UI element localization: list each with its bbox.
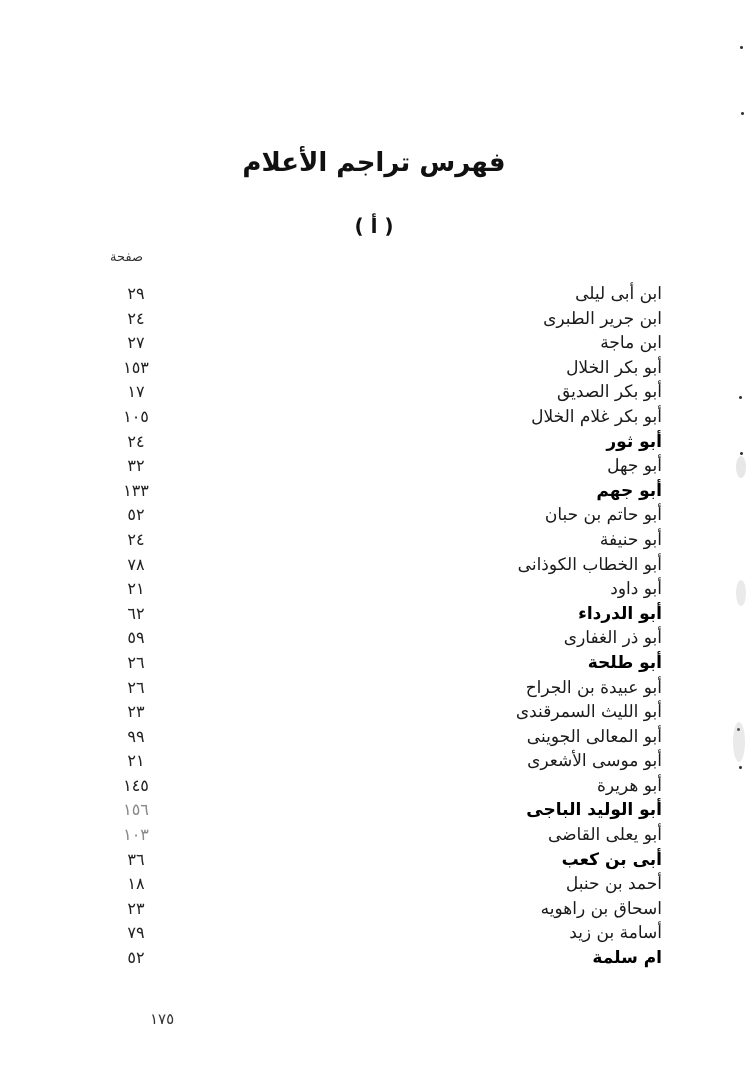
entry-page: ٢٦ [127, 677, 145, 697]
entry-name: أبو طلحة [587, 652, 662, 673]
entry-page: ٥٩ [127, 628, 145, 648]
entry-page: ٧٩ [127, 923, 145, 943]
index-entry [100, 307, 662, 332]
entry-page: ١٨ [127, 874, 145, 894]
scan-speck [736, 456, 746, 478]
index-entry [100, 946, 662, 971]
entry-name: أبو الخطاب الكوذانى [517, 554, 662, 575]
entry-name: أبو بكر الصديق [556, 382, 662, 403]
index-entry [100, 602, 662, 627]
entry-page: ١٤٥ [123, 775, 149, 795]
index-entry [100, 897, 662, 922]
entry-page: ٢٧ [127, 333, 145, 353]
entry-name: أبو بكر الخلال [566, 357, 662, 378]
section-heading: ( أ ) [354, 214, 394, 238]
entry-name: اسحاق بن راهويه [540, 898, 662, 919]
index-entry [100, 331, 662, 356]
entry-page: ٥٢ [127, 948, 145, 968]
entry-name: أسامة بن زيد [569, 923, 662, 944]
index-entry [100, 405, 662, 430]
page-column-label: صفحة [110, 250, 143, 265]
index-entry [100, 651, 662, 676]
entry-page: ٣٦ [127, 849, 145, 869]
entry-name: أحمد بن حنبل [565, 874, 662, 895]
entry-name: أبو جهل [607, 456, 662, 477]
index-entry [100, 774, 662, 799]
index-entry [100, 725, 662, 750]
scan-mark [739, 766, 742, 769]
entry-name: أبو موسى الأشعرى [527, 751, 662, 772]
scan-mark [741, 112, 744, 115]
entry-page: ٢١ [127, 751, 145, 771]
index-list [100, 282, 662, 971]
entry-name: ابن ماجة [600, 333, 662, 354]
index-entry [100, 380, 662, 405]
scan-speck [733, 722, 745, 762]
entry-page: ١٣٣ [123, 480, 149, 500]
index-entry [100, 282, 662, 307]
entry-name: أبو داود [610, 579, 662, 600]
entry-name: أبى بن كعب [561, 849, 662, 870]
entry-name: أبو يعلى القاضى [547, 825, 662, 846]
entry-page: ٢٤ [127, 529, 145, 549]
index-entry [100, 676, 662, 701]
entry-name: أبو الوليد الباجى [526, 800, 662, 821]
entry-page: ٢٦ [127, 652, 145, 672]
index-entry [100, 921, 662, 946]
entry-page: ٩٩ [127, 726, 145, 746]
entry-name: أبو المعالى الجوينى [526, 726, 662, 747]
entry-name: أبو جهم [596, 480, 662, 501]
entry-name: ابن أبى ليلى [575, 284, 662, 304]
scan-speck [736, 580, 746, 606]
entry-page: ٦٢ [127, 603, 145, 623]
entry-name: أبو الليث السمرقندى [515, 702, 662, 723]
entry-name: أبو حاتم بن حبان [544, 505, 662, 526]
index-entry [100, 823, 662, 848]
entry-name: أبو ثور [606, 431, 662, 452]
entry-name: ام سلمة [592, 948, 662, 969]
index-entry [100, 454, 662, 479]
index-entry [100, 528, 662, 553]
index-entry [100, 848, 662, 873]
scan-mark [739, 396, 742, 399]
entry-page: ٢٤ [127, 308, 145, 328]
index-entry [100, 577, 662, 602]
entry-name: أبو الدرداء [578, 603, 662, 624]
entry-page: ٢٤ [127, 431, 145, 451]
entry-page: ٧٨ [127, 554, 145, 574]
entry-page: ٢٣ [127, 898, 145, 918]
index-entry [100, 553, 662, 578]
entry-page: ٢١ [127, 579, 145, 599]
index-entry [100, 872, 662, 897]
entry-name: أبو عبيدة بن الجراح [525, 677, 662, 698]
index-entry [100, 479, 662, 504]
entry-name: أبو بكر غلام الخلال [531, 406, 662, 427]
entry-page: ٣٢ [127, 456, 145, 476]
page-number: ١٧٥ [150, 1010, 175, 1028]
entry-page: ١٠٣ [123, 825, 149, 845]
entry-page: ١٠٥ [123, 406, 149, 426]
entry-name: أبو حنيفة [599, 529, 662, 550]
index-entry [100, 700, 662, 725]
index-entry [100, 430, 662, 455]
index-entry [100, 626, 662, 651]
index-entry [100, 356, 662, 381]
scan-mark [740, 46, 743, 49]
page-title: فهرس تراجم الأعلام [242, 148, 506, 178]
entry-page: ٥٢ [127, 505, 145, 525]
entry-page: ٢٣ [127, 702, 145, 722]
scan-mark [740, 452, 743, 455]
index-entry [100, 503, 662, 528]
entry-name: أبو ذر الغفارى [563, 628, 662, 649]
entry-page: ١٥٦ [123, 800, 149, 820]
entry-page: ٢٩ [127, 284, 145, 303]
index-entry [100, 749, 662, 774]
entry-page: ١٧ [127, 382, 145, 402]
entry-page: ١٥٣ [123, 357, 149, 377]
entry-name: أبو هريرة [596, 775, 662, 796]
entry-name: ابن جرير الطبرى [543, 308, 662, 329]
index-entry [100, 798, 662, 823]
